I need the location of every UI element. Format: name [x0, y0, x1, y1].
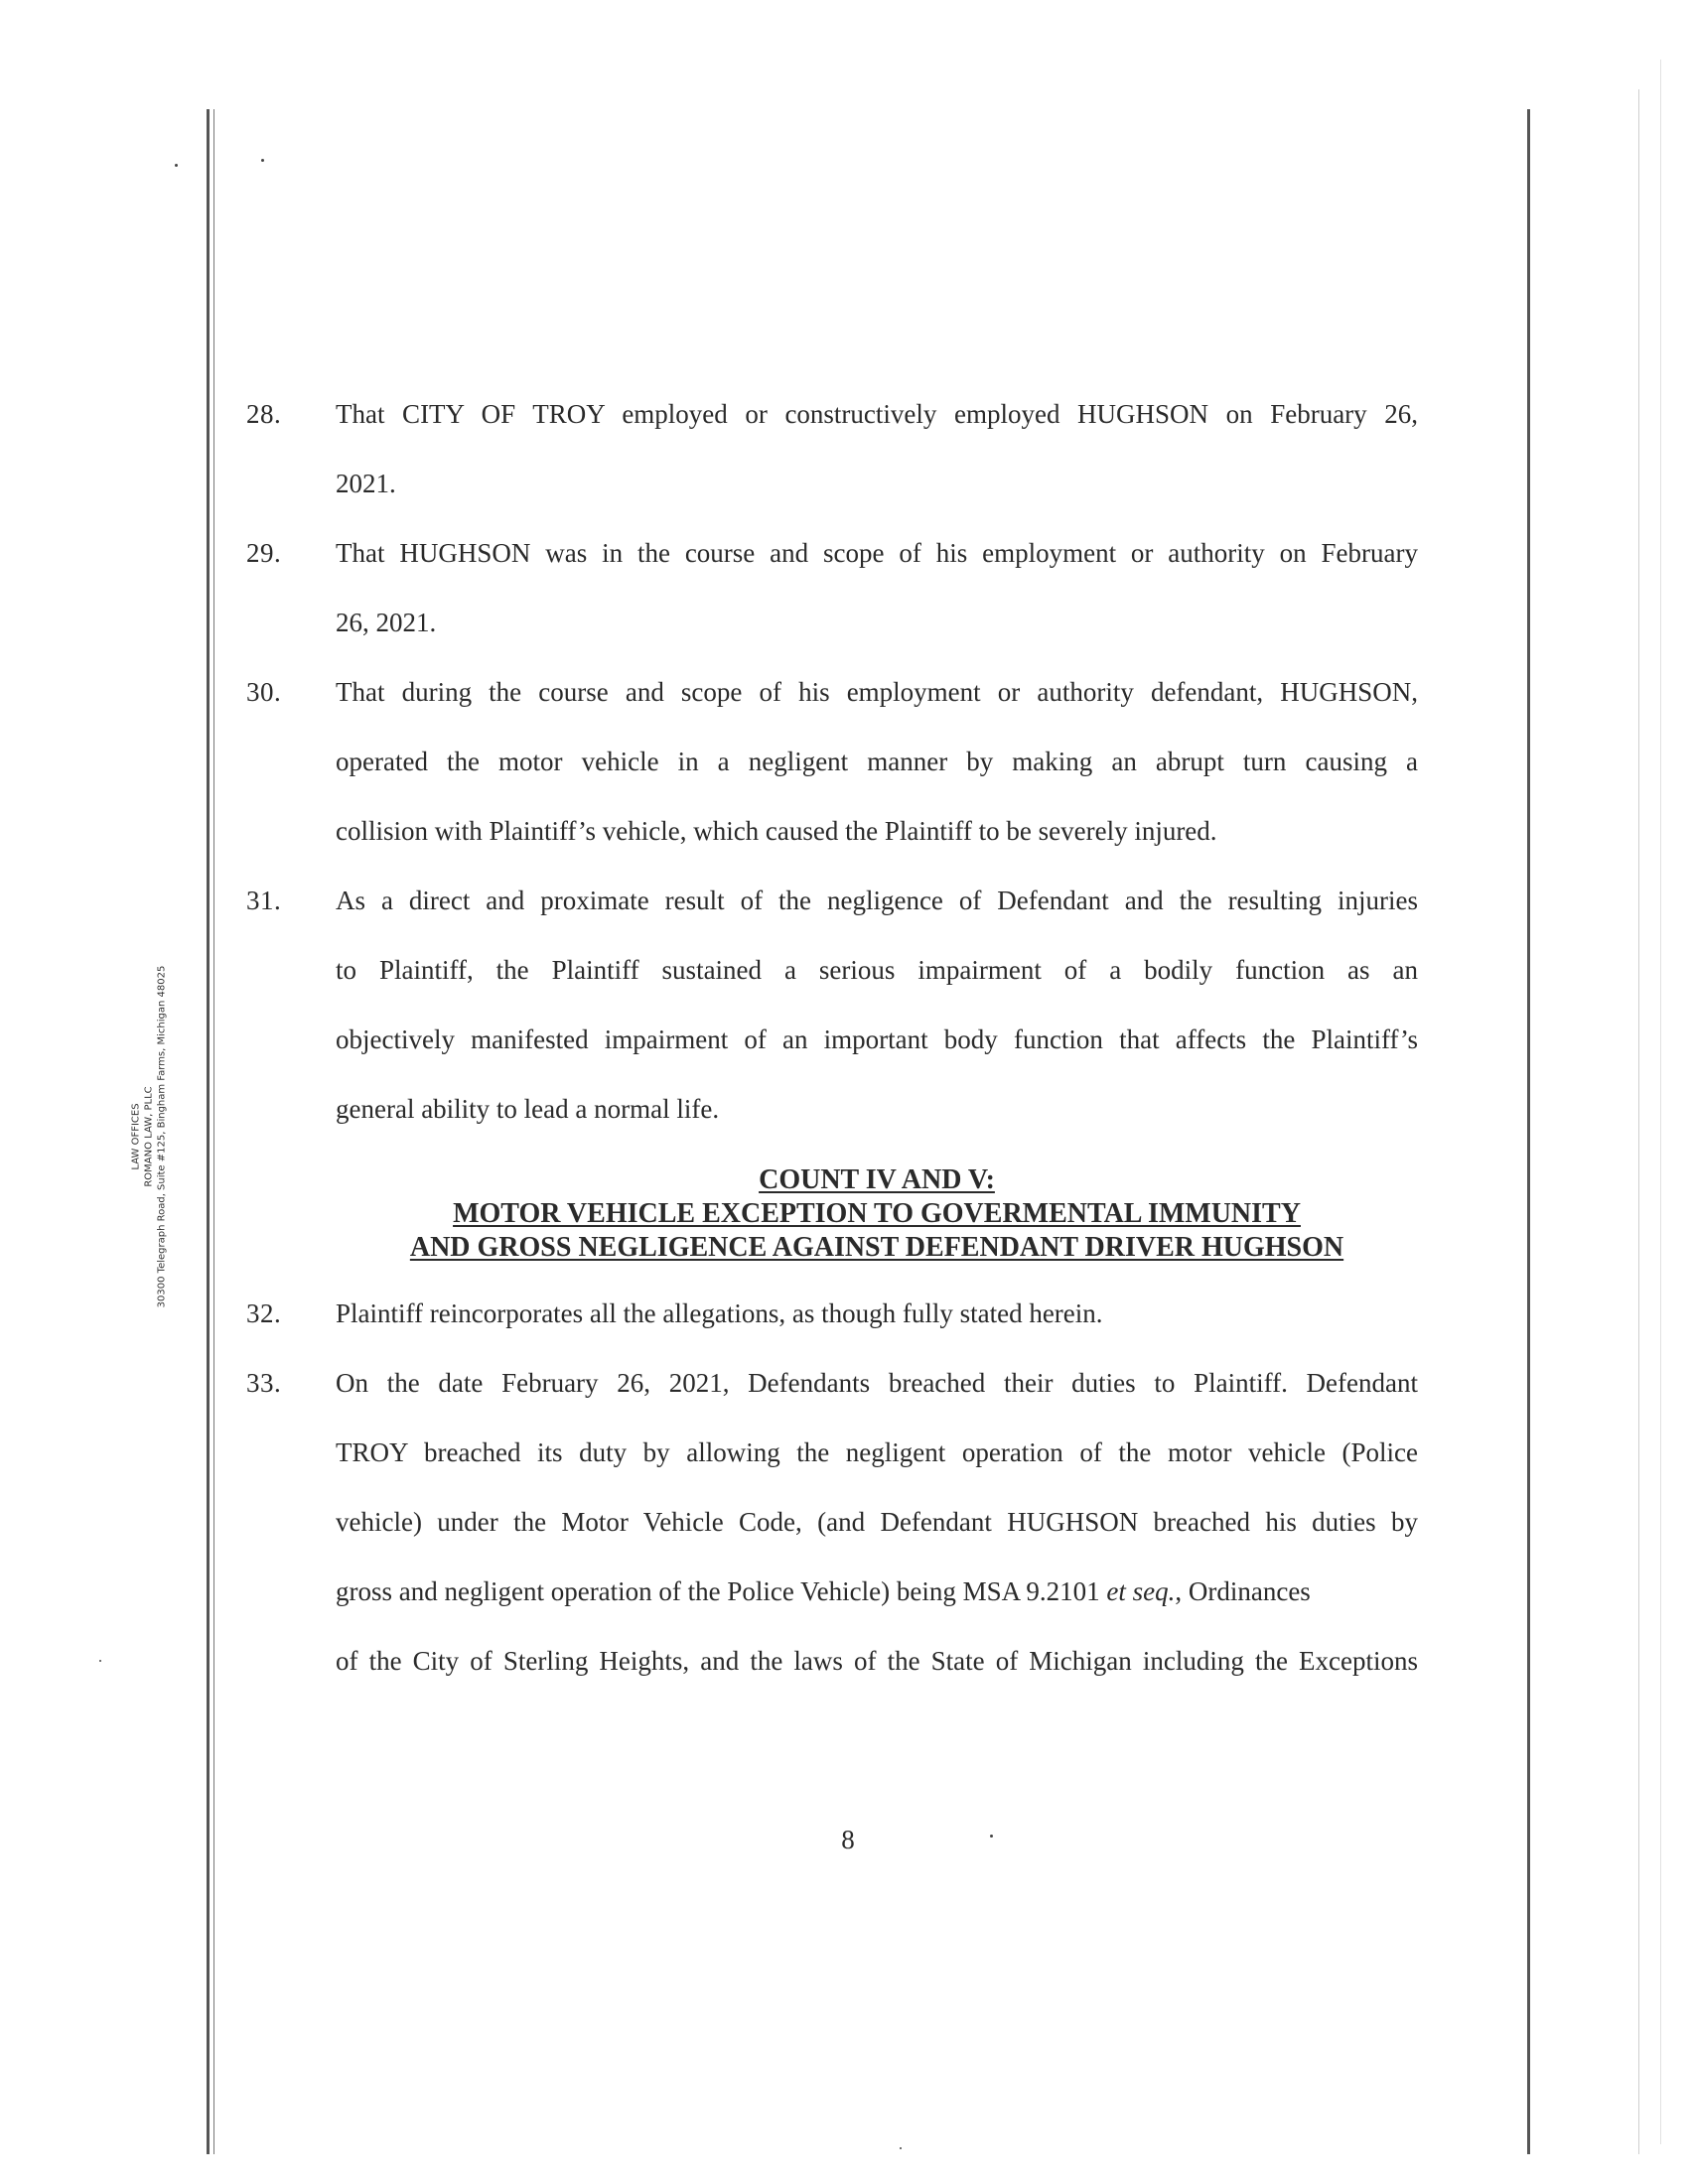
- firm-name: ROMANO LAW, PLLC: [143, 1086, 155, 1187]
- paragraph-line-segment: gross and negligent operation of the Police Vehicle) being MSA 9.2101: [336, 1576, 1107, 1606]
- paragraph-line-segment: , Ordinances: [1175, 1576, 1311, 1606]
- paragraph-number: 28.: [246, 399, 282, 429]
- paragraph-number: 30.: [246, 677, 282, 707]
- paragraph-line: 2021.: [336, 469, 396, 498]
- paragraph-line: TROY breached its duty by allowing the negligent operation of the motor vehicle (Police: [336, 1437, 1418, 1467]
- count-heading-line: MOTOR VEHICLE EXCEPTION TO GOVERMENTAL IMMUNITY: [453, 1198, 1301, 1229]
- paragraph-line: objectively manifested impairment of an important body function that affects the Plaintiff’s: [336, 1024, 1418, 1054]
- paragraph-number: 32.: [246, 1298, 282, 1328]
- scan-edge-line-outer: [1660, 60, 1661, 2144]
- count-heading-line: COUNT IV AND V:: [759, 1164, 995, 1195]
- scan-speck: [99, 1660, 101, 1662]
- firm-address: 30300 Telegraph Road, Suite #125, Bingham Farms, Michigan 48025: [156, 965, 168, 1308]
- paragraph-line: As a direct and proximate result of the negligence of Defendant and the resulting injuries: [336, 886, 1418, 915]
- paragraph-line: [336, 1576, 1418, 1607]
- paragraph-line: to Plaintiff, the Plaintiff sustained a serious impairment of a bodily function as an: [336, 955, 1418, 985]
- scan-speck: [175, 164, 178, 167]
- paragraph-line: That CITY OF TROY employed or constructively employed HUGHSON on February 26,: [336, 399, 1418, 429]
- paragraph-number: 33.: [246, 1368, 282, 1398]
- left-margin-rule-inner: [213, 109, 214, 2154]
- scan-speck: [261, 159, 264, 162]
- left-margin-rule: [207, 109, 210, 2154]
- paragraph-line: of the City of Sterling Heights, and the laws of the State of Michigan including the Exceptions: [336, 1646, 1418, 1676]
- paragraph-line-text: [336, 1576, 1311, 1607]
- paragraph-number: 31.: [246, 886, 282, 915]
- paragraph-line: general ability to lead a normal life.: [336, 1094, 720, 1124]
- paragraph-line: That during the course and scope of his employment or authority defendant, HUGHSON,: [336, 677, 1418, 707]
- scan-edge-line: [1638, 89, 1639, 2154]
- latin-term: et seq.: [1106, 1576, 1176, 1606]
- paragraph-line: operated the motor vehicle in a negligent manner by making an abrupt turn causing a: [336, 747, 1418, 776]
- paragraph-line: collision with Plaintiff’s vehicle, which caused the Plaintiff to be severely injured.: [336, 816, 1217, 846]
- paragraph-line: That HUGHSON was in the course and scope of his employment or authority on February: [336, 538, 1418, 568]
- paragraph-number: 29.: [246, 538, 282, 568]
- paragraph-line: On the date February 26, 2021, Defendants breached their duties to Plaintiff. Defendant: [336, 1368, 1418, 1398]
- scan-speck: [900, 2147, 902, 2149]
- paragraph-line: 26, 2021.: [336, 608, 437, 637]
- paragraph-line: vehicle) under the Motor Vehicle Code, (and Defendant HUGHSON breached his duties by: [336, 1507, 1418, 1537]
- scan-speck: [990, 1835, 993, 1838]
- firm-block-heading: LAW OFFICES: [130, 1103, 142, 1170]
- count-heading: [336, 1163, 1418, 1265]
- paragraph-line: Plaintiff reincorporates all the allegations, as though fully stated herein.: [336, 1298, 1103, 1328]
- page-number: 8: [841, 1825, 855, 1854]
- right-margin-rule: [1527, 109, 1530, 2154]
- count-heading-line: AND GROSS NEGLIGENCE AGAINST DEFENDANT DRIVER HUGHSON: [409, 1232, 1344, 1263]
